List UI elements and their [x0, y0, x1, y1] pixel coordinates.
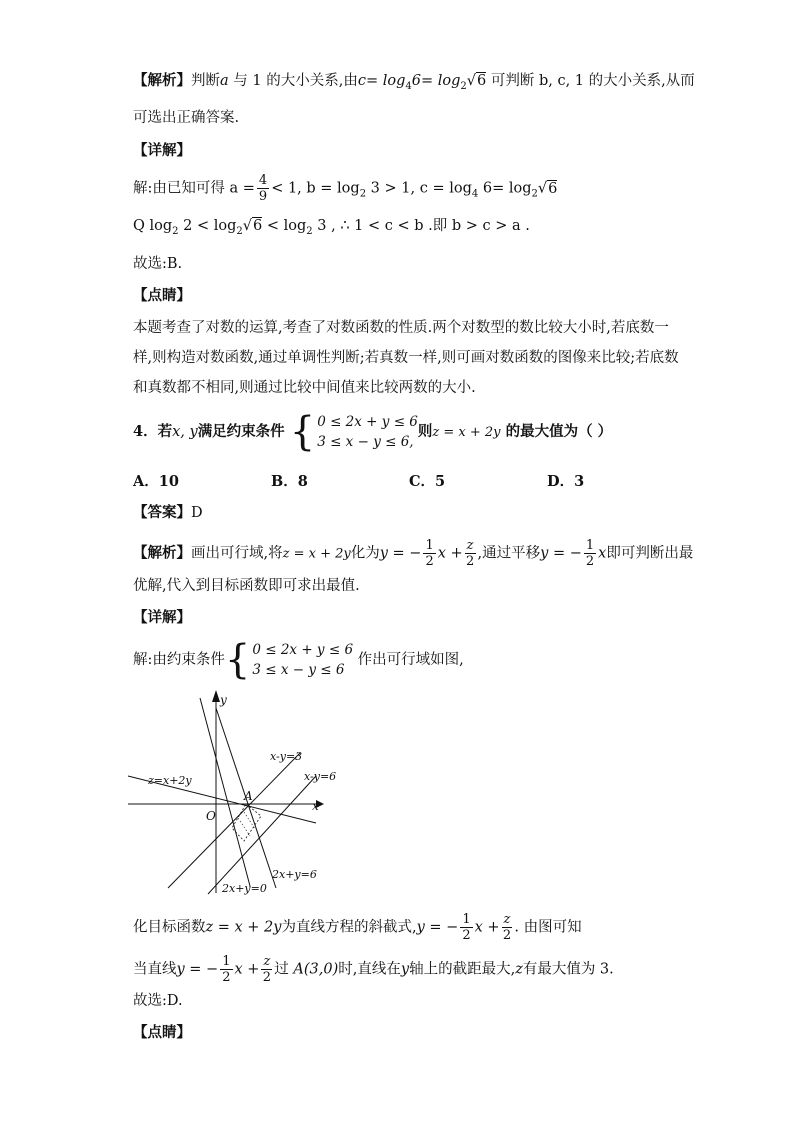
subscript: 4: [405, 80, 412, 92]
constraint-system: [289, 409, 418, 455]
text: 满足约束条件: [197, 423, 285, 440]
fraction: [502, 912, 513, 943]
label-2x-y-6: 2x+y=6: [272, 868, 317, 881]
fraction: [465, 538, 476, 569]
text: 化目标函数: [133, 919, 206, 936]
text: 解:由已知可得 a =: [133, 180, 255, 197]
label-x-y-6: x-y=6: [304, 770, 337, 783]
denominator: 2: [502, 928, 512, 943]
subscript: 4: [471, 188, 479, 200]
brace: {: [224, 637, 251, 683]
var-a: a: [220, 73, 229, 89]
subscript: 2: [359, 188, 367, 200]
numerator: z: [263, 954, 271, 969]
analysis-paragraph-1b: 可选出正确答案.: [133, 110, 240, 126]
option-d[interactable]: D．3: [547, 473, 585, 490]
answer-line: [133, 502, 203, 524]
text: 与 1 的大小关系,由: [228, 73, 358, 89]
fraction: [261, 954, 272, 985]
note-line-2: 样,则构造对数函数,通过单调性判断;若真数一样,则可画对数函数的图像来比较;若底数: [133, 350, 679, 366]
math: y = −: [540, 545, 582, 562]
text: 判断: [191, 73, 220, 89]
denominator: 2: [462, 928, 471, 943]
text: 有最大值为 3.: [522, 961, 614, 978]
answer-value: D: [191, 505, 203, 521]
region-hatch: [238, 818, 250, 836]
analysis-paragraph-2b: 优解,代入到目标函数即可求出最值.: [133, 578, 360, 594]
numerator: 1: [462, 912, 471, 927]
math: z = x + 2y: [205, 919, 282, 936]
numerator: 1: [222, 954, 231, 969]
math: x, y: [172, 424, 198, 440]
text: 的最大值为（ ）: [505, 423, 613, 440]
text: 过: [274, 961, 289, 978]
question-number: 4．若: [133, 423, 173, 440]
point-a: A(3,0): [293, 961, 339, 978]
options-row: [133, 471, 685, 493]
denominator: 2: [465, 554, 475, 569]
text: 6= log: [478, 180, 532, 197]
note-line-3: 和真数都不相同,则通过比较中间值来比较两数的大小.: [133, 380, 476, 396]
feasible-region-figure: [128, 688, 337, 898]
subscript: 2: [531, 188, 538, 200]
text: 时,直线在: [338, 961, 401, 978]
sqrt-value: 6: [253, 218, 263, 234]
text: 化为: [350, 545, 380, 562]
fraction: [584, 538, 596, 569]
constraint-2: 3 ≤ x − y ≤ 6,: [317, 434, 414, 450]
analysis-paragraph-2: [133, 538, 693, 569]
y-axis-arrow: [212, 690, 220, 702]
sqrt-value: 6: [477, 73, 487, 89]
numerator: 1: [425, 538, 434, 553]
analysis-paragraph-1: 【解析】判断a 与 1 的大小关系,由$c= \log_46= \log_2√6$ 可判断 b, c, 1 的大小关系,从而: [133, 72, 695, 92]
text: 可判断 b, c, 1 的大小关系,从而: [486, 73, 695, 89]
text: < log: [262, 218, 307, 234]
text: Q log: [133, 218, 173, 234]
note-line-1: 本题考查了对数的运算,考查了对数函数的性质.两个对数型的数比较大小时,若底数一: [133, 320, 669, 336]
choose-answer-1: 故选:B.: [133, 256, 183, 272]
subscript: 2: [236, 225, 243, 237]
point-heading-2: 【点睛】: [133, 1024, 191, 1041]
math: y = −: [176, 961, 219, 978]
var-z: z: [515, 961, 523, 978]
text: 为直线方程的斜截式,: [281, 919, 417, 936]
detail-heading-2: 【详解】: [133, 609, 191, 626]
subscript: 2: [172, 225, 179, 237]
math: z = x + 2y: [432, 425, 501, 440]
answer-tag: 【答案】: [133, 504, 191, 521]
subscript: 2: [306, 225, 313, 237]
text: 3 > 1, c = log: [366, 180, 472, 197]
question-4: [133, 409, 613, 455]
solution-line-2: Q $\log_2 2 < \log_2√6 < \log_2 3$ , ∴ 1 < c < b .即 b > c > a .: [133, 218, 530, 237]
constraint-system: [224, 637, 354, 683]
numerator: z: [466, 538, 474, 553]
text: 3 , ∴ 1 < c < b .即 b > c > a .: [312, 218, 530, 234]
text: 轴上的截距最大,: [409, 961, 516, 978]
y-axis-label: y: [220, 693, 227, 707]
text: 解:由约束条件: [133, 652, 225, 668]
x-axis-label: x: [312, 799, 319, 813]
text: 即可判断出最: [606, 545, 694, 562]
text: . 由图可知: [514, 919, 582, 936]
solution-line-4: [133, 912, 582, 943]
subscript: 2: [460, 80, 467, 92]
point-heading-1: 【点睛】: [133, 287, 191, 304]
denominator: 2: [585, 554, 595, 569]
option-c[interactable]: C．5: [409, 473, 446, 490]
option-a[interactable]: A．10: [133, 473, 179, 490]
text: < 1, b = log: [271, 180, 360, 197]
solution-line-3: [133, 637, 464, 683]
solution-line-1: 解:由已知可得 a = $\frac{4}{9}$ < 1, $b = \log_2 3 > 1$, $c = \log_4 6= \log_2√6$: [133, 173, 558, 204]
text: 作出可行域如图,: [357, 652, 464, 668]
brace: {: [289, 409, 316, 455]
solution-line-5: [133, 954, 614, 985]
math: y = −: [379, 545, 422, 562]
constraints: [317, 412, 418, 452]
option-b[interactable]: B．8: [271, 473, 308, 490]
choose-answer-2: 故选:D.: [133, 993, 183, 1009]
var-y: y: [400, 961, 410, 978]
fraction: [460, 912, 472, 943]
analysis-tag: 【解析】: [133, 544, 191, 562]
constraints: [252, 640, 353, 680]
denominator: 2: [262, 970, 271, 985]
label-z-x-2y: z=x+2y: [148, 774, 192, 787]
constraint-2: 3 ≤ x − y ≤ 6: [252, 662, 345, 678]
math: c= log: [357, 73, 406, 89]
point-a-label: A: [244, 789, 253, 803]
math: x: [598, 545, 607, 562]
math: 6= log: [411, 73, 461, 89]
constraint-1: 0 ≤ 2x + y ≤ 6: [317, 414, 418, 430]
denominator: 2: [425, 554, 434, 569]
label-2x-y-0: 2x+y=0: [222, 882, 267, 895]
text: 2 < log: [178, 218, 237, 234]
text: 画出可行域,将: [191, 545, 283, 562]
origin-label: O: [206, 809, 216, 823]
fraction: [257, 173, 269, 204]
math: z = x + 2y: [282, 546, 351, 562]
fraction: [220, 954, 232, 985]
numerator: 1: [585, 538, 595, 553]
sqrt-value: 6: [548, 180, 558, 197]
line-2x-y-0: [200, 698, 250, 886]
math: x +: [474, 919, 500, 936]
label-x-y-3: x-y=3: [270, 750, 303, 763]
detail-heading: 【详解】: [133, 142, 191, 159]
math: y = −: [416, 919, 459, 936]
math: x +: [437, 545, 463, 562]
numerator: z: [503, 912, 511, 927]
fraction: [423, 538, 435, 569]
text: 则: [417, 423, 433, 440]
denominator: 2: [222, 970, 231, 985]
analysis-tag: 【解析】: [133, 72, 191, 89]
text: 当直线: [133, 961, 177, 978]
math: x +: [234, 961, 260, 978]
text: ,通过平移: [477, 545, 541, 562]
numerator: 4: [258, 173, 268, 188]
constraint-1: 0 ≤ 2x + y ≤ 6: [252, 642, 354, 658]
denominator: 9: [258, 189, 268, 204]
